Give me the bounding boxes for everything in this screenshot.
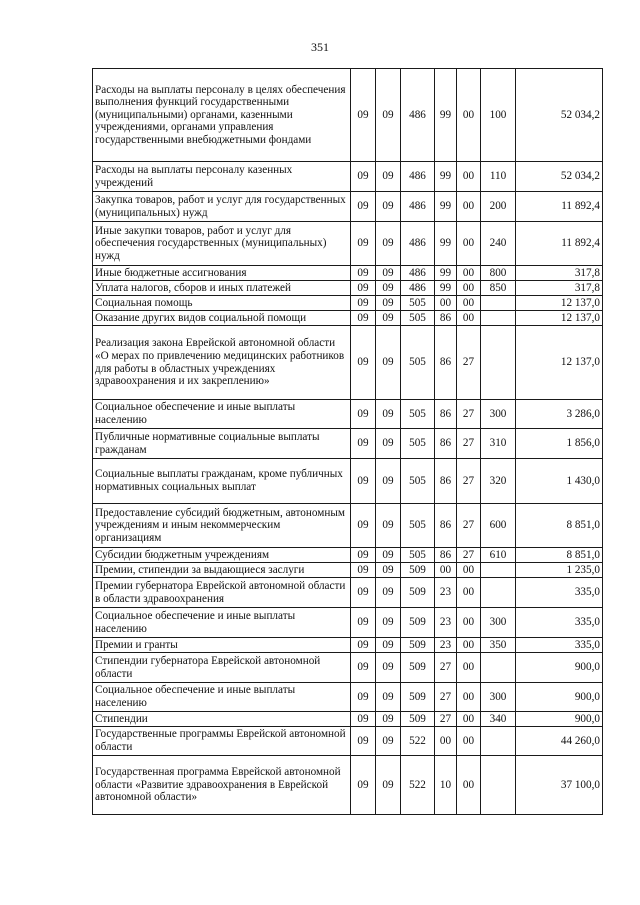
row-amount: 317,8 — [516, 266, 603, 281]
row-name: Иные бюджетные ассигнования — [93, 266, 351, 281]
row-section: 09 — [351, 504, 376, 548]
row-target-article-subprogram: 00 — [435, 727, 457, 756]
row-target-article-direction: 27 — [457, 459, 481, 504]
row-name: Реализация закона Еврейской автономной области «О мерах по привлечению медицинских работников для работы в областных учреждениях здравоохранения и их закреплению» — [93, 326, 351, 400]
row-amount: 52 034,2 — [516, 162, 603, 192]
row-section: 09 — [351, 326, 376, 400]
table-row — [93, 192, 603, 222]
row-subsection: 09 — [376, 712, 401, 727]
row-amount: 900,0 — [516, 683, 603, 712]
table-row — [93, 578, 603, 608]
row-name: Социальное обеспечение и иные выплаты населению — [93, 683, 351, 712]
row-target-article-direction: 00 — [457, 608, 481, 638]
row-target-article-direction: 27 — [457, 504, 481, 548]
row-name: Расходы на выплаты персоналу в целях обеспечения выполнения функций государственными (муниципальными) органами, казенными учреждениями, органами управления государственными внебюджетными фондами — [93, 69, 351, 162]
row-subsection: 09 — [376, 504, 401, 548]
row-amount: 11 892,4 — [516, 192, 603, 222]
row-name: Государственная программа Еврейской автономной области «Развитие здравоохранения в Еврейской автономной области» — [93, 756, 351, 815]
table-row — [93, 326, 603, 400]
row-target-article-program: 509 — [401, 653, 435, 683]
table-row — [93, 683, 603, 712]
row-target-article-subprogram: 86 — [435, 326, 457, 400]
row-subsection: 09 — [376, 326, 401, 400]
row-subsection: 09 — [376, 578, 401, 608]
row-subsection: 09 — [376, 429, 401, 459]
row-expense-type — [481, 578, 516, 608]
row-subsection: 09 — [376, 653, 401, 683]
row-target-article-direction: 00 — [457, 266, 481, 281]
row-amount: 12 137,0 — [516, 311, 603, 326]
row-target-article-direction: 00 — [457, 563, 481, 578]
row-target-article-subprogram: 23 — [435, 578, 457, 608]
row-target-article-subprogram: 27 — [435, 683, 457, 712]
row-name: Стипендии — [93, 712, 351, 727]
row-section: 09 — [351, 429, 376, 459]
row-expense-type — [481, 311, 516, 326]
row-expense-type — [481, 727, 516, 756]
row-target-article-program: 505 — [401, 459, 435, 504]
row-subsection: 09 — [376, 638, 401, 653]
row-expense-type: 850 — [481, 281, 516, 296]
row-amount: 8 851,0 — [516, 504, 603, 548]
row-target-article-subprogram: 86 — [435, 504, 457, 548]
row-amount: 1 430,0 — [516, 459, 603, 504]
row-name: Публичные нормативные социальные выплаты гражданам — [93, 429, 351, 459]
row-expense-type: 340 — [481, 712, 516, 727]
table-row — [93, 504, 603, 548]
row-target-article-program: 486 — [401, 266, 435, 281]
row-target-article-program: 505 — [401, 326, 435, 400]
row-target-article-subprogram: 27 — [435, 712, 457, 727]
row-subsection: 09 — [376, 756, 401, 815]
row-target-article-direction: 27 — [457, 326, 481, 400]
row-subsection: 09 — [376, 459, 401, 504]
row-subsection: 09 — [376, 311, 401, 326]
row-expense-type: 100 — [481, 69, 516, 162]
row-name: Закупка товаров, работ и услуг для государственных (муниципальных) нужд — [93, 192, 351, 222]
row-amount: 3 286,0 — [516, 400, 603, 429]
row-name: Премии, стипендии за выдающиеся заслуги — [93, 563, 351, 578]
row-target-article-subprogram: 99 — [435, 281, 457, 296]
row-name: Иные закупки товаров, работ и услуг для обеспечения государственных (муниципальных) нужд — [93, 222, 351, 266]
row-name: Субсидии бюджетным учреждениям — [93, 548, 351, 563]
row-subsection: 09 — [376, 281, 401, 296]
row-target-article-subprogram: 86 — [435, 311, 457, 326]
row-target-article-subprogram: 10 — [435, 756, 457, 815]
row-target-article-subprogram: 86 — [435, 548, 457, 563]
row-name: Расходы на выплаты персоналу казенных учреждений — [93, 162, 351, 192]
row-expense-type: 350 — [481, 638, 516, 653]
row-target-article-subprogram: 86 — [435, 400, 457, 429]
table-row — [93, 162, 603, 192]
row-amount: 8 851,0 — [516, 548, 603, 563]
table-row — [93, 459, 603, 504]
row-section: 09 — [351, 311, 376, 326]
row-target-article-subprogram: 86 — [435, 459, 457, 504]
row-target-article-direction: 00 — [457, 69, 481, 162]
row-expense-type — [481, 653, 516, 683]
row-subsection: 09 — [376, 266, 401, 281]
table-row — [93, 638, 603, 653]
row-target-article-program: 505 — [401, 504, 435, 548]
table-row — [93, 429, 603, 459]
row-subsection: 09 — [376, 727, 401, 756]
row-target-article-direction: 00 — [457, 281, 481, 296]
row-target-article-direction: 00 — [457, 578, 481, 608]
row-expense-type: 800 — [481, 266, 516, 281]
row-target-article-subprogram: 99 — [435, 162, 457, 192]
row-target-article-subprogram: 99 — [435, 192, 457, 222]
row-target-article-subprogram: 23 — [435, 608, 457, 638]
row-name: Социальная помощь — [93, 296, 351, 311]
row-target-article-program: 505 — [401, 296, 435, 311]
row-target-article-program: 486 — [401, 222, 435, 266]
row-section: 09 — [351, 548, 376, 563]
row-section: 09 — [351, 459, 376, 504]
row-name: Уплата налогов, сборов и иных платежей — [93, 281, 351, 296]
row-target-article-program: 486 — [401, 162, 435, 192]
row-target-article-program: 522 — [401, 756, 435, 815]
row-target-article-direction: 00 — [457, 638, 481, 653]
row-name: Социальное обеспечение и иные выплаты населению — [93, 608, 351, 638]
row-target-article-direction: 00 — [457, 756, 481, 815]
row-section: 09 — [351, 683, 376, 712]
row-target-article-program: 486 — [401, 69, 435, 162]
row-target-article-program: 509 — [401, 563, 435, 578]
row-expense-type — [481, 326, 516, 400]
row-target-article-direction: 00 — [457, 192, 481, 222]
table-row — [93, 756, 603, 815]
row-amount: 317,8 — [516, 281, 603, 296]
row-amount: 335,0 — [516, 638, 603, 653]
row-section: 09 — [351, 638, 376, 653]
table-row — [93, 712, 603, 727]
page-number: 351 — [311, 40, 329, 54]
row-name: Премии губернатора Еврейской автономной области в области здравоохранения — [93, 578, 351, 608]
row-target-article-subprogram: 99 — [435, 69, 457, 162]
table-row — [93, 69, 603, 162]
row-expense-type: 240 — [481, 222, 516, 266]
row-target-article-subprogram: 27 — [435, 653, 457, 683]
row-target-article-program: 505 — [401, 548, 435, 563]
row-target-article-subprogram: 23 — [435, 638, 457, 653]
row-target-article-program: 486 — [401, 192, 435, 222]
row-section: 09 — [351, 281, 376, 296]
table-row — [93, 311, 603, 326]
row-target-article-subprogram: 00 — [435, 296, 457, 311]
row-expense-type: 310 — [481, 429, 516, 459]
row-section: 09 — [351, 608, 376, 638]
row-target-article-direction: 27 — [457, 429, 481, 459]
row-expense-type: 610 — [481, 548, 516, 563]
row-expense-type: 600 — [481, 504, 516, 548]
row-target-article-direction: 00 — [457, 296, 481, 311]
row-section: 09 — [351, 400, 376, 429]
row-expense-type: 110 — [481, 162, 516, 192]
row-subsection: 09 — [376, 192, 401, 222]
budget-table-body — [93, 69, 603, 815]
row-target-article-subprogram: 86 — [435, 429, 457, 459]
table-row — [93, 608, 603, 638]
row-expense-type: 200 — [481, 192, 516, 222]
row-amount: 52 034,2 — [516, 69, 603, 162]
row-amount: 37 100,0 — [516, 756, 603, 815]
row-name: Социальное обеспечение и иные выплаты населению — [93, 400, 351, 429]
row-target-article-subprogram: 99 — [435, 266, 457, 281]
row-target-article-direction: 00 — [457, 653, 481, 683]
row-section: 09 — [351, 266, 376, 281]
row-section: 09 — [351, 222, 376, 266]
row-subsection: 09 — [376, 222, 401, 266]
row-subsection: 09 — [376, 400, 401, 429]
row-expense-type — [481, 756, 516, 815]
table-row — [93, 400, 603, 429]
table-row — [93, 548, 603, 563]
row-target-article-subprogram: 00 — [435, 563, 457, 578]
row-amount: 12 137,0 — [516, 326, 603, 400]
row-name: Стипендии губернатора Еврейской автономной области — [93, 653, 351, 683]
row-amount: 335,0 — [516, 578, 603, 608]
table-row — [93, 281, 603, 296]
row-target-article-program: 505 — [401, 400, 435, 429]
row-section: 09 — [351, 296, 376, 311]
row-name: Оказание других видов социальной помощи — [93, 311, 351, 326]
row-subsection: 09 — [376, 548, 401, 563]
row-target-article-program: 505 — [401, 311, 435, 326]
row-target-article-direction: 27 — [457, 400, 481, 429]
row-section: 09 — [351, 756, 376, 815]
row-section: 09 — [351, 162, 376, 192]
table-row — [93, 727, 603, 756]
row-subsection: 09 — [376, 608, 401, 638]
row-amount: 44 260,0 — [516, 727, 603, 756]
row-amount: 900,0 — [516, 653, 603, 683]
row-subsection: 09 — [376, 296, 401, 311]
table-row — [93, 222, 603, 266]
row-target-article-subprogram: 99 — [435, 222, 457, 266]
row-target-article-direction: 00 — [457, 683, 481, 712]
row-subsection: 09 — [376, 563, 401, 578]
row-target-article-program: 509 — [401, 578, 435, 608]
row-name: Государственные программы Еврейской автономной области — [93, 727, 351, 756]
table-row — [93, 266, 603, 281]
row-expense-type: 300 — [481, 683, 516, 712]
row-target-article-program: 486 — [401, 281, 435, 296]
table-row — [93, 563, 603, 578]
row-section: 09 — [351, 563, 376, 578]
row-target-article-program: 505 — [401, 429, 435, 459]
row-amount: 335,0 — [516, 608, 603, 638]
row-expense-type: 320 — [481, 459, 516, 504]
row-expense-type — [481, 296, 516, 311]
row-subsection: 09 — [376, 683, 401, 712]
row-amount: 12 137,0 — [516, 296, 603, 311]
row-target-article-program: 522 — [401, 727, 435, 756]
row-amount: 1 856,0 — [516, 429, 603, 459]
row-target-article-direction: 00 — [457, 311, 481, 326]
row-expense-type — [481, 563, 516, 578]
row-section: 09 — [351, 578, 376, 608]
row-name: Премии и гранты — [93, 638, 351, 653]
row-section: 09 — [351, 712, 376, 727]
table-row — [93, 653, 603, 683]
table-row — [93, 296, 603, 311]
row-amount: 11 892,4 — [516, 222, 603, 266]
row-amount: 900,0 — [516, 712, 603, 727]
row-target-article-program: 509 — [401, 638, 435, 653]
row-subsection: 09 — [376, 69, 401, 162]
row-expense-type: 300 — [481, 608, 516, 638]
budget-table — [92, 68, 603, 815]
row-target-article-program: 509 — [401, 712, 435, 727]
row-name: Социальные выплаты гражданам, кроме публичных нормативных социальных выплат — [93, 459, 351, 504]
row-target-article-direction: 00 — [457, 222, 481, 266]
row-section: 09 — [351, 653, 376, 683]
row-expense-type: 300 — [481, 400, 516, 429]
row-target-article-program: 509 — [401, 683, 435, 712]
row-name: Предоставление субсидий бюджетным, автономным учреждениям и иным некоммерческим организациям — [93, 504, 351, 548]
row-section: 09 — [351, 69, 376, 162]
row-amount: 1 235,0 — [516, 563, 603, 578]
row-target-article-program: 509 — [401, 608, 435, 638]
row-target-article-direction: 27 — [457, 548, 481, 563]
row-subsection: 09 — [376, 162, 401, 192]
row-section: 09 — [351, 727, 376, 756]
row-target-article-direction: 00 — [457, 712, 481, 727]
row-section: 09 — [351, 192, 376, 222]
row-target-article-direction: 00 — [457, 162, 481, 192]
row-target-article-direction: 00 — [457, 727, 481, 756]
